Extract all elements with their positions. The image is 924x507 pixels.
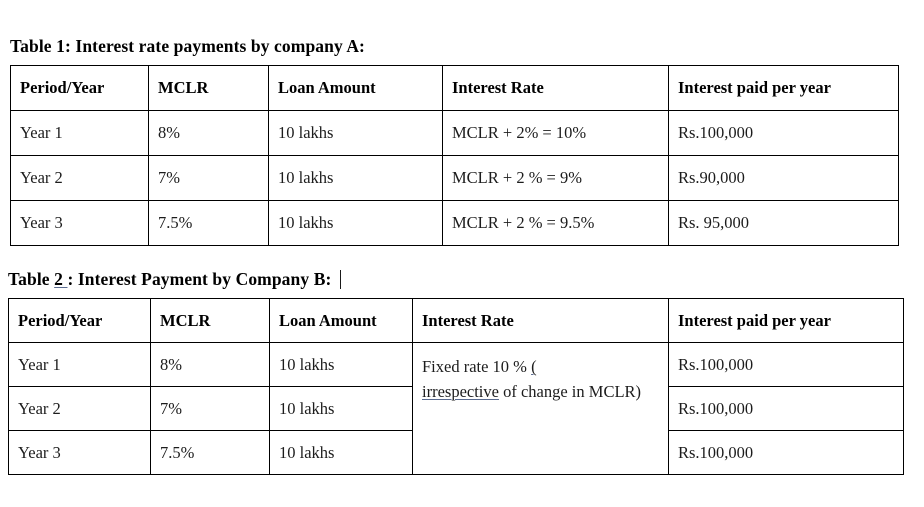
cell-period-year: Year 3 [9,431,151,475]
table-row [11,201,899,246]
cell-period-year: Year 3 [11,201,149,246]
column-header-period-year: Period/Year [9,299,151,343]
column-header-interest-paid-per-year: Interest paid per year [669,66,899,111]
cell-interest-rate: MCLR + 2% = 10% [443,111,669,156]
table-2-caption-suffix: : Interest Payment by Company B: [67,269,332,289]
merged-text-part1: Fixed rate 10 % [422,357,532,376]
table-2-caption [8,269,341,289]
merged-text-part2: of change in MCLR) [498,382,642,401]
column-header-mclr: MCLR [151,299,270,343]
table-row-header [9,299,904,343]
cell-loan-amount: 10 lakhs [269,201,443,246]
cell-period-year: Year 2 [11,156,149,201]
cell-loan-amount: 10 lakhs [269,111,443,156]
table-1-caption-text: Table 1: Interest rate payments by company A: [10,36,365,56]
cell-interest-rate: MCLR + 2 % = 9% [443,156,669,201]
table-2-caption-prefix: Table [8,269,55,289]
cell-mclr: 8% [151,343,270,387]
cell-interest-paid: Rs.100,000 [669,343,904,387]
merged-text-open-paren-underlined: ( [531,357,537,376]
interest-payment-table-company-b [8,298,904,475]
column-header-loan-amount: Loan Amount [270,299,413,343]
column-header-mclr: MCLR [149,66,269,111]
column-header-loan-amount: Loan Amount [269,66,443,111]
cell-mclr: 7.5% [151,431,270,475]
interest-rate-table-company-a [10,65,899,246]
cell-loan-amount: 10 lakhs [270,387,413,431]
cell-loan-amount: 10 lakhs [270,343,413,387]
cell-period-year: Year 1 [9,343,151,387]
column-header-period-year: Period/Year [11,66,149,111]
cell-interest-paid: Rs.90,000 [669,156,899,201]
cell-interest-rate: MCLR + 2 % = 9.5% [443,201,669,246]
column-header-interest-rate: Interest Rate [413,299,669,343]
column-header-interest-rate: Interest Rate [443,66,669,111]
cell-loan-amount: 10 lakhs [269,156,443,201]
text-cursor-caret [340,270,341,289]
cell-mclr: 7% [151,387,270,431]
table-row [11,111,899,156]
table-row [9,343,904,387]
cell-mclr: 7% [149,156,269,201]
merged-text-irrespective-underlined: irrespective [422,382,499,401]
table-row [11,156,899,201]
cell-period-year: Year 2 [9,387,151,431]
cell-interest-paid: Rs. 95,000 [669,201,899,246]
table-row-header [11,66,899,111]
table-2-caption-number-underlined: 2 [54,269,68,289]
cell-mclr: 7.5% [149,201,269,246]
table-1-caption [10,36,365,56]
cell-interest-paid: Rs.100,000 [669,431,904,475]
cell-period-year: Year 1 [11,111,149,156]
cell-loan-amount: 10 lakhs [270,431,413,475]
cell-interest-paid: Rs.100,000 [669,387,904,431]
cell-interest-rate-merged [413,343,669,475]
cell-interest-paid: Rs.100,000 [669,111,899,156]
cell-mclr: 8% [149,111,269,156]
column-header-interest-paid-per-year: Interest paid per year [669,299,904,343]
